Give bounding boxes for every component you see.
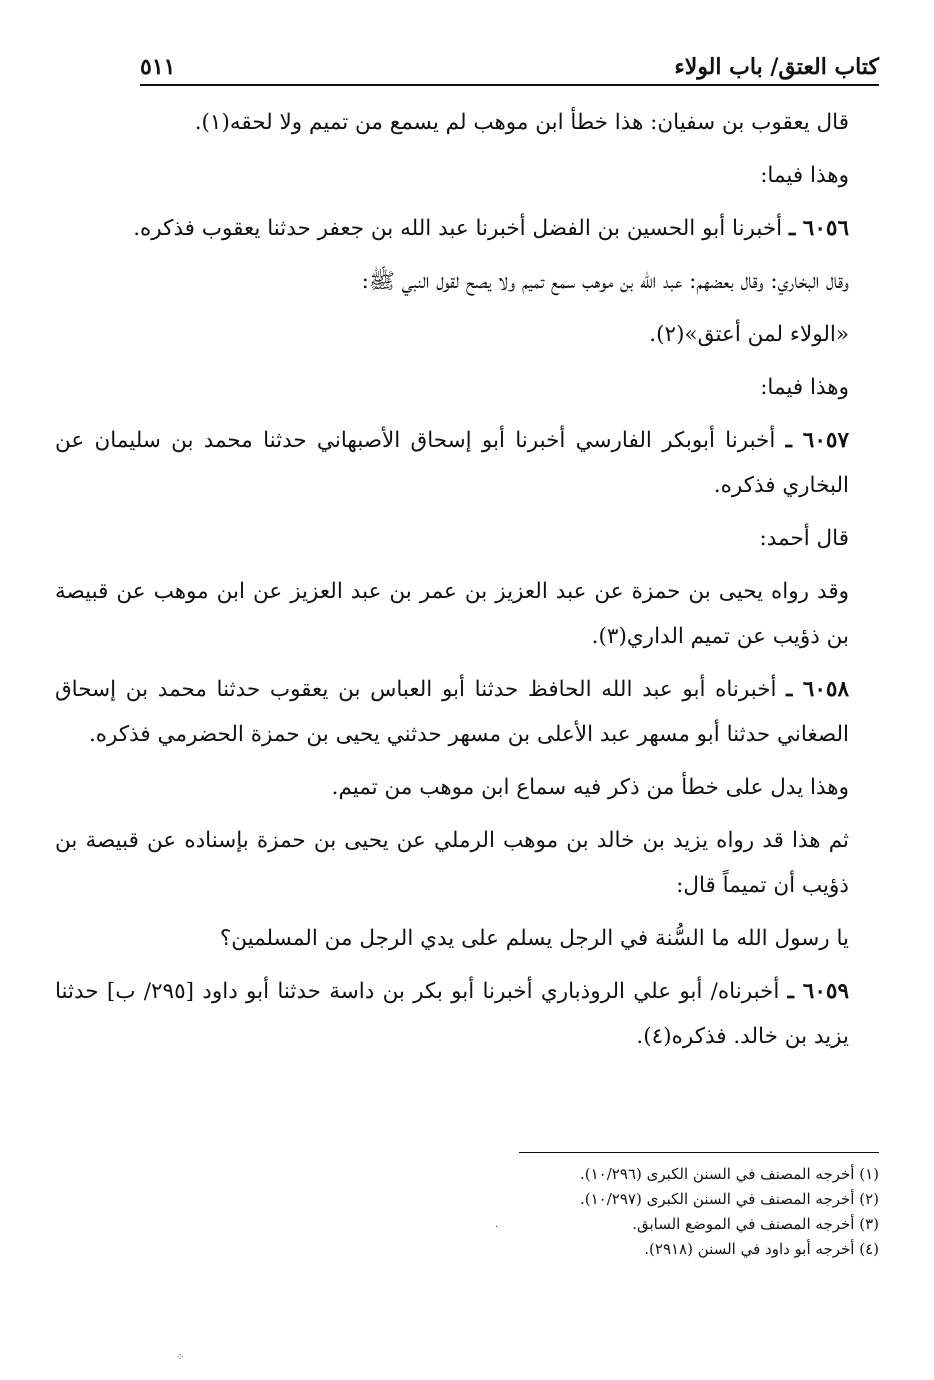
footnote: (٤) أخرجه أبو داود في السنن (٢٩١٨). bbox=[644, 1240, 879, 1258]
page-number: ٥١١ bbox=[140, 54, 176, 80]
paragraph: يا رسول الله ما السُّنة في الرجل يسلم على يدي الرجل من المسلمين؟ bbox=[219, 926, 849, 951]
hadith-paragraph: ٦٠٥٧ ـ أخبرنا أبوبكر الفارسي أخبرنا أبو إسحاق الأصبهاني حدثنا محمد بن سليمان عن البخاري فذكره. bbox=[55, 428, 849, 498]
paragraph: وهذا يدل على خطأ من ذكر فيه سماع ابن موهب من تميم. bbox=[331, 775, 849, 800]
footnote: (١) أخرجه المصنف في السنن الكبرى (١٠/٢٩٦). bbox=[579, 1165, 879, 1183]
footnote: (٣) أخرجه المصنف في الموضع السابق. bbox=[632, 1215, 879, 1233]
hadith-number: ٦٠٥٩ ـ bbox=[787, 979, 849, 1004]
paragraph: وهذا فيما: bbox=[760, 163, 849, 188]
hadith-paragraph: ٦٠٥٩ ـ أخبرناه/ أبو علي الروذباري أخبرنا أبو بكر بن داسة حدثنا أبو داود [٢٩٥/ ب] حدثنا يزيد بن خالد. فذكره(٤). bbox=[55, 979, 849, 1049]
footnote-rule bbox=[519, 1152, 879, 1153]
paragraph: ثم هذا قد رواه يزيد بن خالد بن موهب الرملي عن يحيى بن حمزة بإسناده عن قبيصة بن ذؤيب أن تميماً قال: bbox=[55, 828, 849, 898]
paragraph: «الولاء لمن أعتق»(٢). bbox=[649, 322, 849, 347]
hadith-paragraph: ٦٠٥٦ ـ أخبرنا أبو الحسين بن الفضل أخبرنا عبد الله بن جعفر حدثنا يعقوب فذكره. bbox=[133, 216, 849, 241]
footnote: (٢) أخرجه المصنف في السنن الكبرى (١٠/٢٩٧). bbox=[579, 1190, 879, 1208]
hadith-number: ٦٠٥٧ ـ bbox=[785, 428, 849, 453]
hadith-paragraph: ٦٠٥٨ ـ أخبرناه أبو عبد الله الحافظ حدثنا أبو العباس بن يعقوب حدثنا محمد بن إسحاق الصغاني حدثنا أبو مسهر عبد الأعلى بن مسهر حدثني يحيى بن حمزة الحضرمي فذكره. bbox=[55, 677, 849, 747]
paragraph: وهذا فيما: bbox=[760, 375, 849, 400]
hadith-number: ٦٠٥٨ ـ bbox=[786, 677, 849, 702]
paragraph: وقد رواه يحيى بن حمزة عن عبد العزيز بن عمر بن عبد العزيز عن ابن موهب عن قبيصة بن ذؤيب عن تميم الداري(٣). bbox=[55, 579, 849, 649]
body-text bbox=[55, 100, 879, 1067]
paragraph: وقال البخاري: وقال بعضهم: عبد الله بن موهب سمع تميم ولا يصح لقول النبي ﷺ: bbox=[361, 269, 849, 294]
paragraph: قال يعقوب بن سفيان: هذا خطأ ابن موهب لم يسمع من تميم ولا لحقه(١). bbox=[194, 110, 849, 135]
scan-speck: ⁘ bbox=[176, 1352, 185, 1363]
running-header bbox=[140, 40, 879, 80]
scan-speck: · bbox=[495, 1222, 499, 1233]
paragraph: قال أحمد: bbox=[759, 526, 849, 551]
hadith-number: ٦٠٥٦ ـ bbox=[789, 216, 849, 241]
footnotes bbox=[279, 1162, 879, 1262]
header-title: كتاب العتق/ باب الولاء bbox=[674, 54, 879, 80]
header-rule bbox=[140, 84, 879, 86]
